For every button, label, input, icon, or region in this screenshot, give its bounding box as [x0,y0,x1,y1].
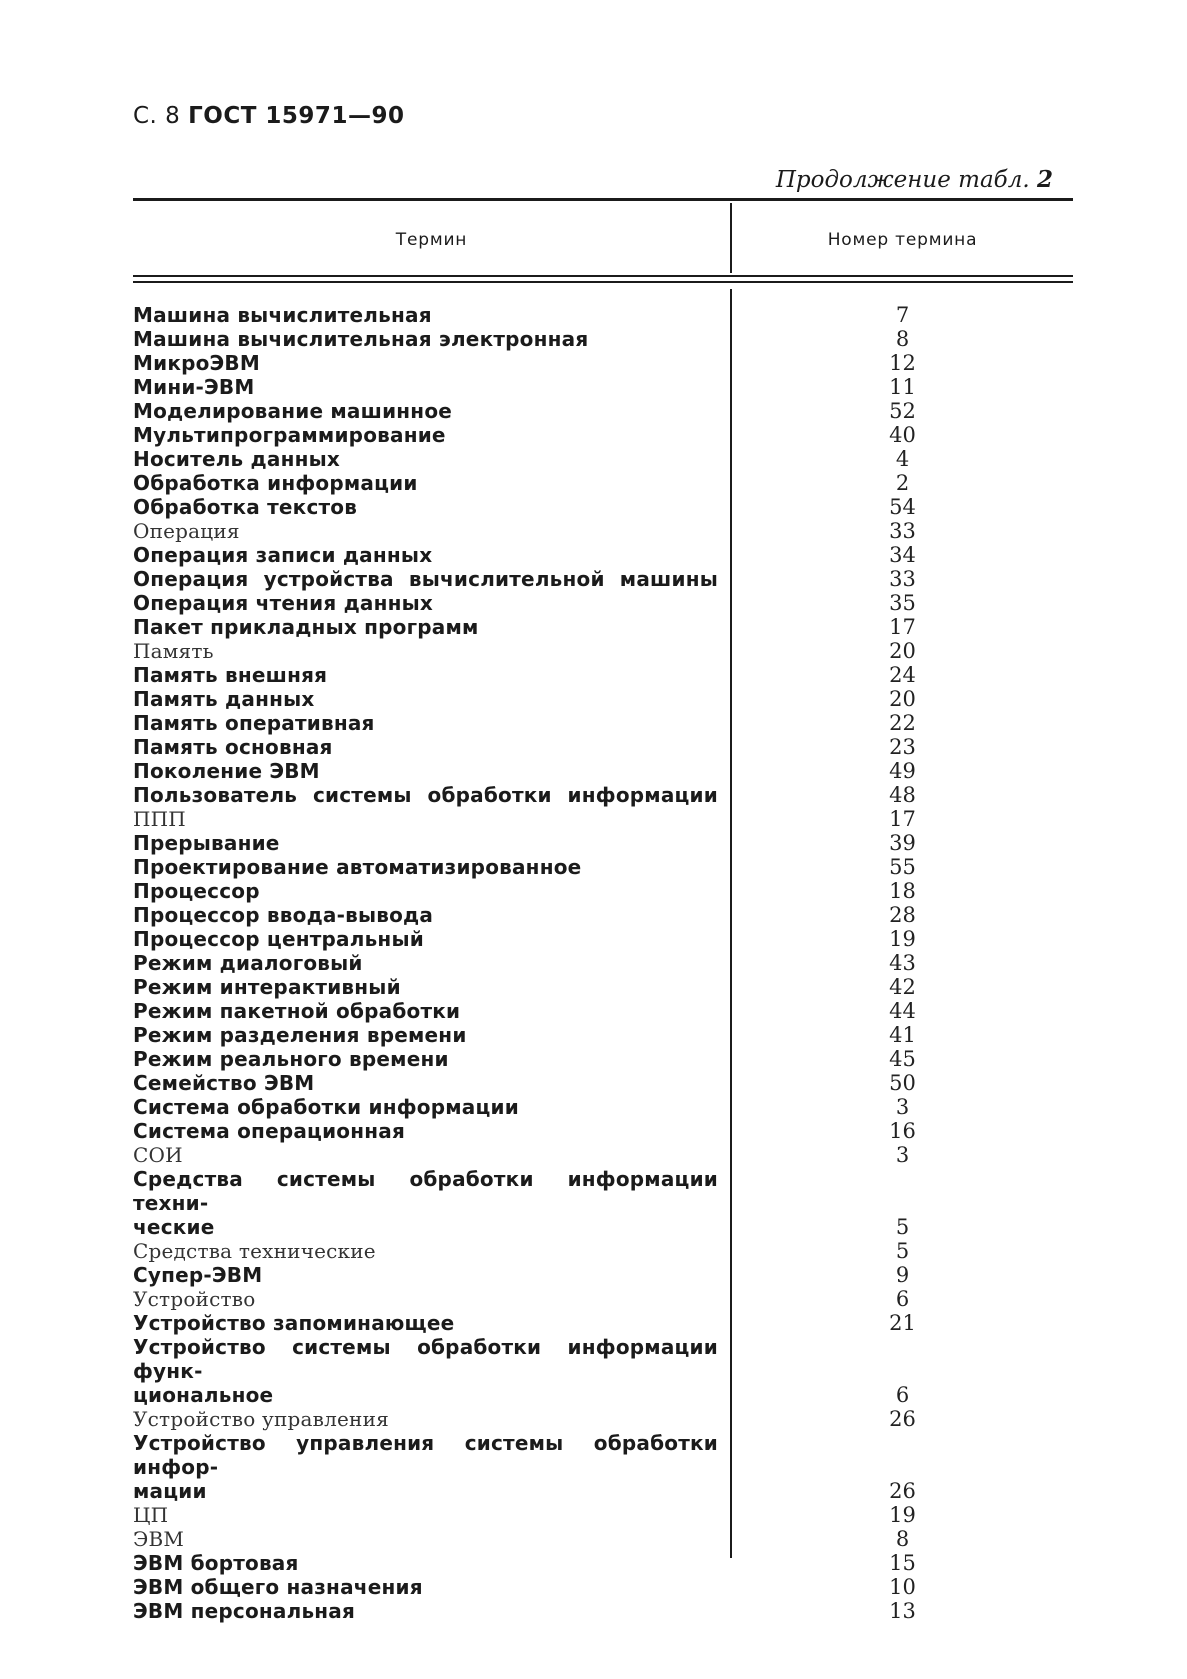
term-number-cell: 33 [889,519,916,543]
term-cell: Моделирование машинное [133,399,453,423]
table-row [133,687,1073,711]
table-row [133,975,1073,999]
term-cell: Режим диалоговый [133,951,363,975]
term-number-cell: 2 [895,471,910,495]
table-row [133,519,1073,543]
term-number-cell: 43 [889,951,916,975]
term-cell: Обработка информации [133,471,418,495]
continuation-text: Продолжение табл. [775,167,1030,193]
term-number-cell: 18 [889,879,916,903]
header-double-rule-upper [133,275,1073,277]
term-cell: Мультипрограммирование [133,423,446,447]
term-number-cell: 21 [889,1311,916,1335]
table-row [133,1095,1073,1119]
term-cell: Машина вычислительная электронная [133,327,589,351]
term-number-cell: 19 [889,1503,916,1527]
term-cell: ЭВМ бортовая [133,1551,299,1575]
term-number-cell: 45 [889,1047,916,1071]
term-cell: Устройство запоминающее [133,1311,455,1335]
column-header-term: Термин [395,230,468,250]
table-row [133,1239,1073,1263]
page-number: С. 8 [133,103,181,129]
page-header [133,103,404,129]
table-row [133,1335,1073,1407]
table-row [133,1047,1073,1071]
table-row [133,1407,1073,1431]
term-cell: Пакет прикладных программ [133,615,479,639]
term-number-cell: 8 [895,1527,910,1551]
term-cell: СОИ [133,1143,183,1167]
term-number-cell: 20 [889,687,916,711]
term-number-cell: 3 [895,1095,910,1119]
term-number-cell: 55 [889,855,916,879]
term-number-cell: 4 [895,447,910,471]
table-row [133,663,1073,687]
term-cell: Мини-ЭВМ [133,375,255,399]
term-cell: Процессор центральный [133,927,424,951]
term-number-cell: 15 [889,1551,916,1575]
table-row [133,1071,1073,1095]
table-row [133,735,1073,759]
table-row [133,855,1073,879]
term-number-cell: 17 [889,615,916,639]
term-number-cell: 40 [889,423,916,447]
term-number-cell: 20 [889,639,916,663]
table-row [133,831,1073,855]
term-cell: Режим разделения времени [133,1023,467,1047]
table-row [133,351,1073,375]
table-row [133,783,1073,807]
term-cell: Пользователь системы обработки информации [133,783,718,807]
term-number-cell: 17 [889,807,916,831]
table-row [133,639,1073,663]
term-number-cell: 33 [889,567,916,591]
table-row [133,567,1073,591]
term-cell: Система операционная [133,1119,405,1143]
term-cell: Устройство управления системы обработки инфор- мации [133,1431,718,1503]
term-number-cell: 24 [889,663,916,687]
term-number-cell: 54 [889,495,916,519]
term-cell: Операция чтения данных [133,591,434,615]
table-row [133,1431,1073,1503]
table-row [133,807,1073,831]
term-cell: МикроЭВМ [133,351,260,375]
term-number-cell: 6 [895,1287,910,1311]
table-row [133,1143,1073,1167]
term-number-cell: 9 [895,1263,910,1287]
term-cell: Проектирование автоматизированное [133,855,582,879]
term-cell: Режим интерактивный [133,975,401,999]
table-row [133,615,1073,639]
term-number-cell: 8 [895,327,910,351]
term-number-cell: 5 [895,1215,910,1239]
table-row [133,951,1073,975]
term-number-cell: 44 [889,999,916,1023]
table-row [133,375,1073,399]
term-number-cell: 7 [895,303,910,327]
table-row [133,1551,1073,1575]
term-cell: Процессор [133,879,260,903]
term-cell: Обработка текстов [133,495,358,519]
table-row [133,1287,1073,1311]
term-cell: Поколение ЭВМ [133,759,320,783]
term-number-cell: 6 [895,1383,910,1407]
term-cell: Память данных [133,687,315,711]
table-row [133,927,1073,951]
term-number-cell: 3 [895,1143,910,1167]
term-number-cell: 28 [889,903,916,927]
table-row [133,591,1073,615]
term-number-cell: 12 [889,351,916,375]
term-cell: Процессор ввода-вывода [133,903,434,927]
term-cell: ЭВМ [133,1527,185,1551]
column-header-number: Номер термина [827,230,978,250]
term-cell: Операция устройства вычислительной машины [133,567,718,591]
term-number-cell: 11 [889,375,916,399]
table-row [133,879,1073,903]
term-cell: ЦП [133,1503,169,1527]
term-number-cell: 10 [889,1575,916,1599]
table-top-rule [133,198,1073,201]
term-index-table [133,303,1073,1623]
term-number-cell: 23 [889,735,916,759]
standard-code: ГОСТ 15971—90 [188,103,405,129]
term-cell: Память [133,639,214,663]
term-number-cell: 42 [889,975,916,999]
table-row [133,1263,1073,1287]
term-cell: Устройство [133,1287,256,1311]
table-row [133,327,1073,351]
term-cell: Семейство ЭВМ [133,1071,315,1095]
term-cell: Средства системы обработки информации техни- ческие [133,1167,718,1239]
table-row [133,1167,1073,1239]
table-row [133,1527,1073,1551]
term-number-cell: 34 [889,543,916,567]
table-row [133,447,1073,471]
term-number-cell: 22 [889,711,916,735]
term-number-cell: 48 [889,783,916,807]
term-cell: Память внешняя [133,663,328,687]
term-cell: Прерывание [133,831,280,855]
term-number-cell: 35 [889,591,916,615]
term-number-cell: 49 [889,759,916,783]
table-row [133,1503,1073,1527]
term-number-cell: 16 [889,1119,916,1143]
table-row [133,303,1073,327]
term-cell: ППП [133,807,186,831]
table-row [133,711,1073,735]
table-row [133,543,1073,567]
term-number-cell: 5 [895,1239,910,1263]
term-cell: Устройство системы обработки информации функ- циональное [133,1335,718,1407]
term-number-cell: 26 [889,1479,916,1503]
table-row [133,471,1073,495]
table-row [133,423,1073,447]
term-cell: Носитель данных [133,447,341,471]
term-cell: ЭВМ общего назначения [133,1575,423,1599]
header-double-rule-lower [133,281,1073,283]
table-row [133,1575,1073,1599]
term-number-cell: 52 [889,399,916,423]
term-cell: Операция записи данных [133,543,433,567]
term-cell: Машина вычислительная [133,303,432,327]
term-number-cell: 19 [889,927,916,951]
term-number-cell: 39 [889,831,916,855]
term-number-cell: 41 [889,1023,916,1047]
table-row [133,759,1073,783]
table-row [133,1023,1073,1047]
term-number-cell: 13 [889,1599,916,1623]
term-cell: Супер-ЭВМ [133,1263,263,1287]
term-cell: ЭВМ персональная [133,1599,356,1623]
term-cell: Средства технические [133,1239,376,1263]
table-row [133,1119,1073,1143]
table-row [133,495,1073,519]
continuation-table-number: 2 [1036,166,1053,193]
table-row [133,1311,1073,1335]
table-row [133,999,1073,1023]
table-row [133,1599,1073,1623]
table-row [133,399,1073,423]
term-number-cell: 26 [889,1407,916,1431]
term-cell: Память оперативная [133,711,375,735]
term-cell: Система обработки информации [133,1095,519,1119]
term-number-cell: 50 [889,1071,916,1095]
term-cell: Устройство управления [133,1407,389,1431]
term-cell: Операция [133,519,240,543]
term-cell: Режим реального времени [133,1047,449,1071]
term-cell: Режим пакетной обработки [133,999,461,1023]
term-cell: Память основная [133,735,333,759]
table-row [133,903,1073,927]
table-continuation-label [776,166,1053,193]
